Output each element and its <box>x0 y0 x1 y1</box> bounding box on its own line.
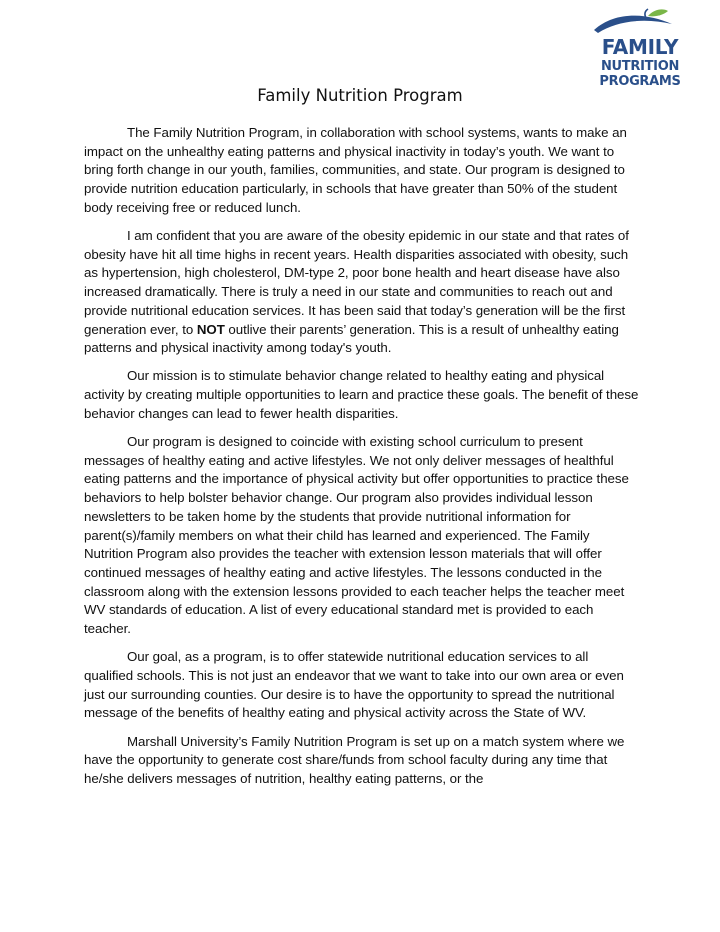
paragraph-obesity <box>84 227 640 358</box>
paragraph-match-system: Marshall University’s Family Nutrition Program is set up on a match system where we have the opportunity to generate cost share/funds from school faculty during any time that he/she delivers messages of nutrition, healthy eating patterns, or the <box>84 733 625 786</box>
paragraph-obesity-text-start: I am confident that you are aware of the obesity epidemic in our state and that rates of obesity have hit all time highs in recent years. Health disparities associated with obesity, such as hypertension, high cholesterol, DM-type 2, poor bone health and heart disease have also increased dramatically. There is truly a need in our state and communities to reach out and provide nutritional education services. It has been said that today’s generation will be the first generation ever, to <box>84 228 629 337</box>
emphasis-not: NOT <box>196 321 225 337</box>
paragraph-obesity-text-end: outlive their parents’ generation. This is a result of unhealthy eating patterns and physical inactivity among today's youth. <box>84 321 619 356</box>
paragraph-goal: Our goal, as a program, is to offer statewide nutritional education services to all qualified schools. This is not just an endeavor that we want to take into our own area or even just our surrounding counties. Our desire is to have the opportunity to spread the nutritional message of the benefits of healthy eating and physical activity across the State of WV. <box>84 649 624 721</box>
logo-line-nutrition: NUTRITION <box>600 59 680 74</box>
paragraph-mission: Our mission is to stimulate behavior change related to healthy eating and physical activity by creating multiple opportunities to learn and practice these goals. The benefit of these behavior changes can lead to fewer health disparities. <box>84 368 639 421</box>
paragraph-intro: The Family Nutrition Program, in collaboration with school systems, wants to make an impact on the unhealthy eating patterns and physical inactivity in today’s youth. We want to bring forth change in our youth, families, communities, and state. Our program is designed to provide nutrition education particularly, in schools that have greater than 50% of the student body receiving free or reduced lunch. <box>84 125 627 215</box>
document-title: Family Nutrition Program <box>257 86 463 105</box>
document-body <box>84 124 640 798</box>
apple-icon <box>588 8 692 38</box>
logo-line-programs: PROGRAMS <box>599 74 681 89</box>
logo-line-family: FAMILY <box>601 35 679 59</box>
paragraph-program-design: Our program is designed to coincide with existing school curriculum to present messages of healthy eating and active lifestyles. We not only deliver messages of healthful eating patterns and the importance of physical activity but offer opportunities to practice these behaviors to help bolster behavior change. Our program also provides individual lesson newsletters to be taken home by the students that provide nutritional information for parent(s)/family members on what their child has learned and experienced. The Family Nutrition Program also provides the teacher with extension lesson materials that will offer continued messages of healthy eating and active lifestyles. The lessons conducted in the classroom along with the extension lessons provided to each teacher helps the teacher meet WV standards of education. A list of every educational standard met is provided to each teacher. <box>84 434 629 637</box>
